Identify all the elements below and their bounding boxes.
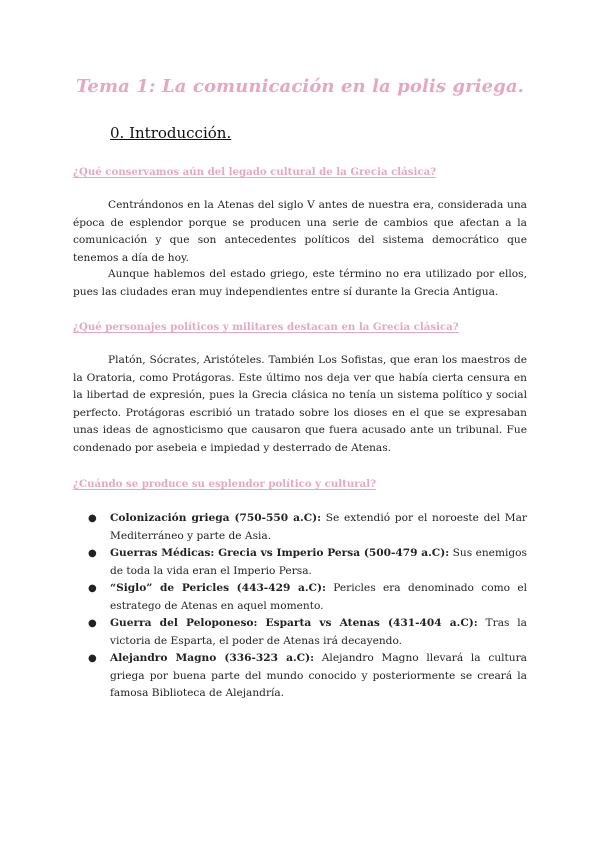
event-title: Colonización griega (750-550 a.C): [110,512,322,524]
paragraph-3: Platón, Sócrates, Aristóteles. También Los Sofistas, que eran los maestros de la Oratoria, como Protágoras. Este último nos deja ver que había cierta censura en la libertad de expresión, pues la Grecia clásica no tenía un sistema político y social perfecto. Protágoras escribió un tratado sobre los dioses en el que se expresaban unas ideas de agnosticismo que causaron que fuera acusado ante un tribunal. Fue condenado por asebeia e impiedad y desterrado de Atenas. [73,354,527,454]
event-title: Alejandro Magno (336-323 a.C): [110,652,315,664]
paragraph-1: Centrándonos en la Atenas del siglo V antes de nuestra era, considerada una época de esplendor porque se producen una serie de cambios que afectan a la comunicación y que son antecedentes políticos del sistema democrático que tenemos a día de hoy. [73,199,527,264]
event-text: Pericles era denominado como el estratego de Atenas en aquel momento. [110,582,527,612]
question-heading-3: ¿Cuándo se produce su esplendor político y cultural? [73,478,377,490]
paragraph-2: Aunque hablemos del estado griego, este término no era utilizado por ellos, pues las ciudades eran muy independientes entre sí durante la Grecia Antigua. [73,268,527,298]
question-heading-1: ¿Qué conservamos aún del legado cultural de la Grecia clásica? [73,166,437,178]
events-list [73,510,527,703]
list-item [73,580,527,615]
list-item [73,545,527,580]
event-text: Sus enemigos de toda la vida eran el Imperio Persa. [110,547,527,577]
section-heading: 0. Introducción. [110,124,232,142]
bullet-icon: ● [88,618,97,629]
bullet-icon: ● [88,513,97,524]
event-text: Alejandro Magno llevará la cultura griega por buena parte del mundo conocido y posteriormente se creará la famosa Biblioteca de Alejandría. [110,652,527,699]
event-title: Guerras Médicas: Grecia vs Imperio Persa (500-479 a.C): [110,547,450,559]
document-title: Tema 1: La comunicación en la polis griega. [76,76,524,97]
event-title: “Siglo” de Pericles (443-429 a.C): [110,582,326,594]
list-item [73,510,527,545]
bullet-icon: ● [88,548,97,559]
bullet-icon: ● [88,583,97,594]
list-item [73,615,527,650]
event-text: Se extendió por el noroeste del Mar Mediterráneo y parte de Asia. [110,512,527,542]
list-item [73,650,527,703]
event-title: Guerra del Peloponeso: Esparta vs Atenas (431-404 a.C): [110,617,478,629]
event-text: Tras la victoria de Esparta, el poder de Atenas irá decayendo. [110,617,527,647]
bullet-icon: ● [88,653,97,664]
question-heading-2: ¿Qué personajes políticos y militares destacan en la Grecia clásica? [73,321,459,333]
